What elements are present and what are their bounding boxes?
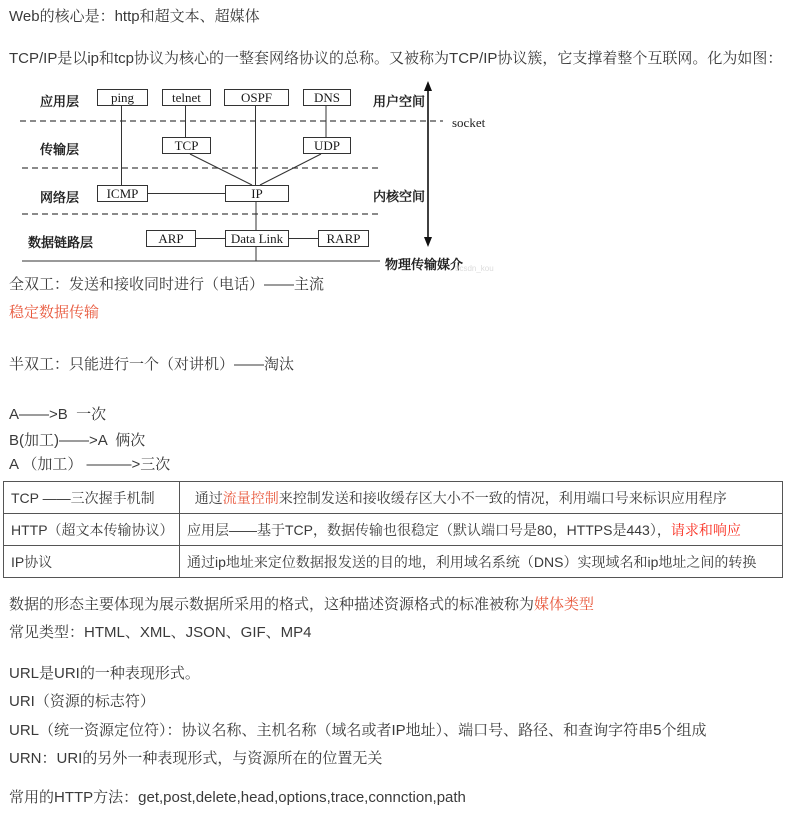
para-full-duplex: 全双工：发送和接收同时进行（电话）——主流: [9, 276, 325, 293]
diagram-box-tcp: TCP: [162, 137, 211, 154]
para-handshake-2: B(加工)——>A 俩次: [9, 432, 146, 449]
layer-label-application: 应用层: [40, 94, 80, 109]
para-tcpip-intro: TCP/IP是以ip和tcp协议为核心的一整套网络协议的总称。又被称为TCP/IP协议簇，它支撑着整个互联网。化为如图：: [9, 50, 783, 67]
table-cell-ip-label: IP协议: [4, 546, 180, 578]
diagram-box-arp: ARP: [146, 230, 196, 247]
para-media-type: 数据的形态主要体现为展示数据所采用的格式，这种描述资源格式的标准被称为媒体类型: [9, 596, 595, 613]
diagram-box-datalink: Data Link: [225, 230, 289, 247]
table-row: [4, 514, 783, 546]
double-arrow-icon: [424, 81, 432, 247]
label-kernel-space: 内核空间: [373, 189, 426, 204]
diagram-box-icmp: ICMP: [97, 185, 148, 202]
para-url-2: URI（资源的标志符）: [9, 693, 155, 710]
diagram-box-dns: DNS: [303, 89, 351, 106]
watermark-text: t/csdn_kou: [455, 264, 494, 273]
para-stable-transfer: 稳定数据传输: [9, 304, 100, 321]
diagram-box-ospf: OSPF: [224, 89, 289, 106]
para-common-types: 常见类型：HTML、XML、JSON、GIF、MP4: [9, 624, 312, 641]
table-cell-tcp-label: TCP ——三次握手机制: [4, 482, 180, 514]
para-http-methods: 常用的HTTP方法：get,post,delete,head,options,trace,connction,path: [9, 789, 466, 806]
table-row: [4, 482, 783, 514]
diagram-box-ip: IP: [225, 185, 289, 202]
para-url-3: URL（统一资源定位符）：协议名称、主机名称（域名或者IP地址）、端口号、路径、和查询字符串5个组成: [9, 722, 707, 739]
para-handshake-1: A——>B 一次: [9, 406, 107, 423]
para-url-4: URN：URI的另外一种表现形式，与资源所在的位置无关: [9, 750, 383, 767]
para-web-core: Web的核心是：http和超文本、超媒体: [9, 8, 260, 25]
tcpip-layer-diagram: [0, 80, 520, 275]
label-socket: socket: [452, 115, 486, 130]
layer-label-transport: 传输层: [40, 142, 80, 157]
para-half-duplex: 半双工：只能进行一个（对讲机）——淘汰: [9, 356, 295, 373]
table-cell-tcp-desc: 通过流量控制来控制发送和接收缓存区大小不一致的情况，利用端口号来标识应用程序: [180, 482, 783, 514]
protocol-table: [3, 481, 783, 578]
para-url-1: URL是URI的一种表现形式。: [9, 665, 200, 682]
diagram-box-rarp: RARP: [318, 230, 369, 247]
diagram-box-ping: ping: [97, 89, 148, 106]
table-cell-http-desc: 应用层——基于TCP，数据传输也很稳定（默认端口号是80，HTTPS是443），请求和响应: [180, 514, 783, 546]
table-cell-ip-desc: 通过ip地址来定位数据报发送的目的地，利用域名系统（DNS）实现域名和ip地址之间的转换: [180, 546, 783, 578]
layer-label-datalink: 数据链路层: [28, 235, 94, 250]
label-user-space: 用户空间: [373, 94, 426, 109]
table-row: [4, 546, 783, 578]
table-cell-http-label: HTTP（超文本传输协议）: [4, 514, 180, 546]
diagram-box-telnet: telnet: [162, 89, 211, 106]
diagram-box-udp: UDP: [303, 137, 351, 154]
para-handshake-3: A （加工） ———>三次: [9, 456, 171, 473]
label-physical-media: 物理传输媒介: [385, 257, 464, 272]
layer-label-network: 网络层: [40, 190, 80, 205]
